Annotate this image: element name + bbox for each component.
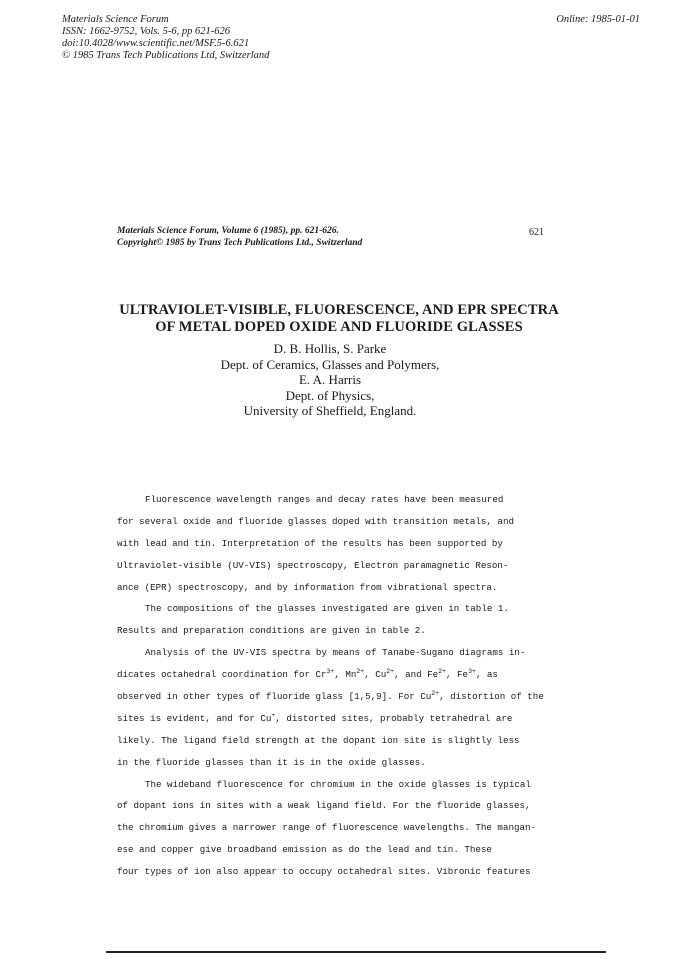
citation-copyright: Copyright© 1985 by Trans Tech Publications Ltd., Switzerland bbox=[117, 237, 363, 248]
text-line: likely. The ligand field strength at the dopant ion site is slightly less bbox=[117, 734, 520, 746]
citation-line: Materials Science Forum, Volume 6 (1985), pp. 621-626. bbox=[117, 226, 339, 236]
text-run: , Mn bbox=[334, 669, 357, 681]
text-run: sites is evident, and for Cu bbox=[117, 712, 272, 724]
text-run: , Fe bbox=[446, 669, 469, 681]
issn-line: ISSN: 1662-9752, Vols. 5-6, pp 621-626 bbox=[62, 26, 230, 37]
text-run: , distortion of the bbox=[439, 691, 544, 703]
paper-title bbox=[0, 302, 678, 336]
text-line: The compositions of the glasses investigated are given in table 1. bbox=[145, 603, 509, 615]
text-line: Results and preparation conditions are given in table 2. bbox=[117, 625, 426, 637]
text-run: dicates octahedral coordination for Cr bbox=[117, 669, 327, 681]
superscript: 3+ bbox=[468, 668, 476, 676]
superscript: 2+ bbox=[431, 690, 440, 698]
text-line: with lead and tin. Interpretation of the results has been supported by bbox=[117, 537, 503, 549]
online-date: Online: 1985-01-01 bbox=[556, 14, 640, 25]
text-line: ance (EPR) spectroscopy, and by information from vibrational spectra. bbox=[117, 581, 498, 593]
text-run: , and Fe bbox=[394, 669, 439, 681]
affiliation: University of Sheffield, England. bbox=[243, 403, 417, 418]
superscript: + bbox=[271, 711, 276, 719]
superscript: 2+ bbox=[386, 668, 395, 676]
page-number: 621 bbox=[529, 227, 544, 238]
title-line: ULTRAVIOLET-VISIBLE, FLUORESCENCE, AND EPR SPECTRA bbox=[119, 302, 559, 318]
text-line bbox=[117, 664, 557, 686]
body-text bbox=[117, 489, 557, 883]
text-line: in the fluoride glasses than it is in the oxide glasses. bbox=[117, 756, 426, 768]
journal-name: Materials Science Forum bbox=[62, 14, 169, 25]
journal-header bbox=[62, 14, 269, 62]
citation-block bbox=[117, 226, 362, 249]
text-line: Ultraviolet-visible (UV-VIS) spectroscopy, Electron paramagnetic Reson- bbox=[117, 559, 509, 571]
text-line: ese and copper give broadband emission as do the lead and tin. These bbox=[117, 844, 492, 856]
text-line: Analysis of the UV-VIS spectra by means of Tanabe-Sugano diagrams in- bbox=[145, 647, 526, 659]
affiliation: Dept. of Ceramics, Glasses and Polymers, bbox=[220, 356, 440, 372]
text-line: the chromium gives a narrower range of fluorescence wavelengths. The mangan- bbox=[117, 822, 537, 834]
text-line: of dopant ions in sites with a weak ligand field. For the fluoride glasses, bbox=[117, 800, 531, 812]
text-run: , as bbox=[475, 669, 498, 681]
superscript: 2+ bbox=[356, 668, 365, 676]
text-line: for several oxide and fluoride glasses doped with transition metals, and bbox=[117, 515, 514, 527]
text-line: four types of ion also appear to occupy octahedral sites. Vibronic features bbox=[117, 866, 531, 878]
superscript: 2+ bbox=[438, 668, 446, 676]
text-line bbox=[117, 686, 557, 708]
text-line: The wideband fluorescence for chromium in the oxide glasses is typical bbox=[145, 778, 531, 790]
affiliation: Dept. of Physics, bbox=[285, 387, 375, 403]
text-run: , Cu bbox=[364, 669, 387, 681]
title-line: OF METAL DOPED OXIDE AND FLUORIDE GLASSES bbox=[155, 319, 523, 335]
text-run: observed in other types of fluoride glass [1,5,9]. For Cu bbox=[117, 691, 432, 703]
text-line bbox=[117, 708, 557, 730]
author-names: E. A. Harris bbox=[298, 372, 362, 387]
author-names: D. B. Hollis, S. Parke bbox=[273, 341, 387, 356]
footer-rule bbox=[106, 951, 606, 953]
text-line: Fluorescence wavelength ranges and decay rates have been measured bbox=[145, 494, 504, 505]
text-run: , distorted sites, probably tetrahedral are bbox=[275, 712, 513, 724]
doi-line: doi:10.4028/www.scientific.net/MSF.5-6.621 bbox=[62, 38, 250, 49]
superscript: 3+ bbox=[326, 668, 335, 676]
author-block bbox=[0, 341, 660, 419]
copyright-line: © 1985 Trans Tech Publications Ltd, Switzerland bbox=[62, 50, 270, 61]
